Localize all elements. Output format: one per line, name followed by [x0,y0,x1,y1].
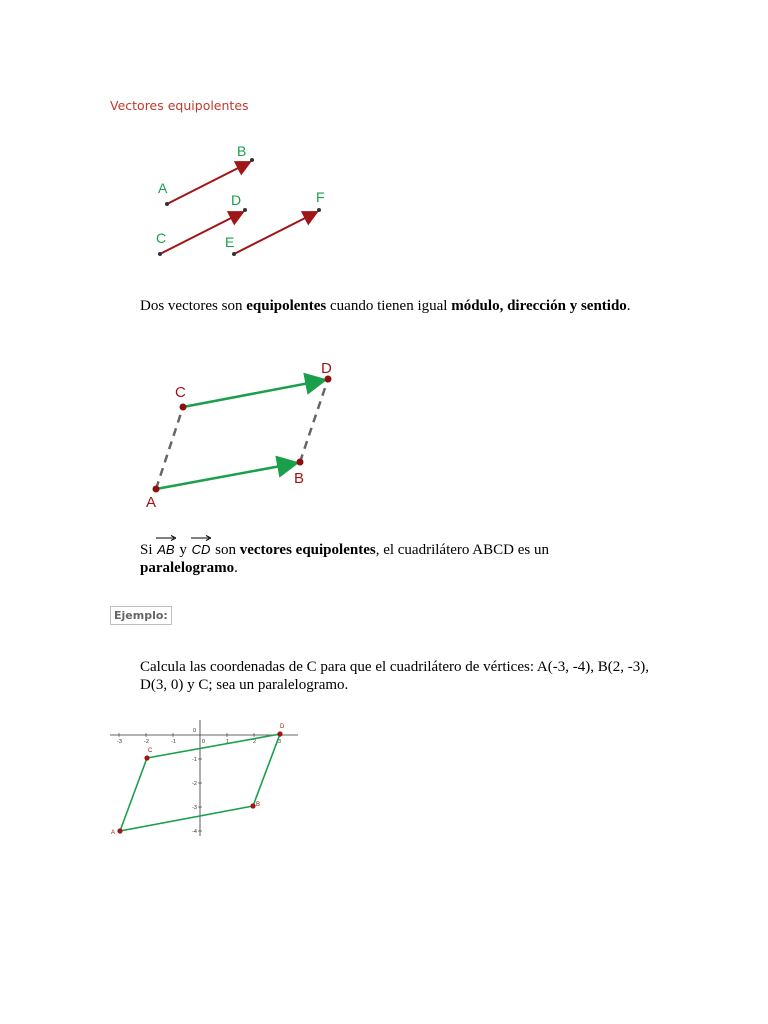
parallelogram-figure [140,355,360,515]
parallelogram-paragraph: Si AB y CD son vectores equipolentes, el cuadrilátero ABCD es un paralelogramo. [140,541,650,577]
dashed-side-bd [300,379,328,462]
label-b: B [294,470,305,487]
definition-paragraph: Dos vectores son equipolentes cuando tienen igual módulo, dirección y sentido. [140,298,631,314]
vector-ab [156,463,297,489]
vector-arrow-icon [156,535,176,541]
y-tick: -2 [192,781,197,787]
y-tick: -1 [192,757,197,763]
y-tick: -3 [192,805,197,811]
label-f: F [316,189,325,205]
vector-ef [234,212,317,254]
label-a: A [146,494,157,511]
x-tick: -3 [117,739,122,745]
label-b: B [237,143,247,159]
section-heading: Vectores equipolentes [110,98,249,113]
y-tick: 0 [193,728,197,734]
example-label: Ejemplo: [110,606,172,625]
point-c-label: C [148,748,153,754]
vector-ab-notation: AB [156,541,175,559]
exercise-paragraph: Calcula las coordenadas de C para que el cuadrilátero de vértices: A(-3, -4), B(2, -3), D(3, 0) y C; sea un paralelogramo. [140,659,649,693]
label-d: D [231,192,242,208]
point-b-label: B [256,802,261,808]
x-tick: 1 [226,739,230,745]
x-tick: 3 [278,739,282,745]
coordinate-graph [108,718,298,840]
equipollent-vectors-figure [140,138,340,266]
x-tick: 0 [202,739,206,745]
label-c: C [156,230,167,246]
label-d: D [321,360,332,377]
label-a: A [158,180,168,196]
vector-cd [183,380,325,407]
dashed-side-ac [156,407,183,489]
x-tick: -1 [171,739,176,745]
point-a-label: A [111,830,116,836]
label-e: E [225,234,235,250]
x-tick: -2 [144,739,149,745]
vector-cd-notation: CD [191,541,212,559]
vector-arrow-icon [191,535,211,541]
x-tick: 2 [253,739,257,745]
y-tick: -4 [192,829,197,835]
point-d-label: D [280,724,285,730]
label-c: C [175,384,186,401]
